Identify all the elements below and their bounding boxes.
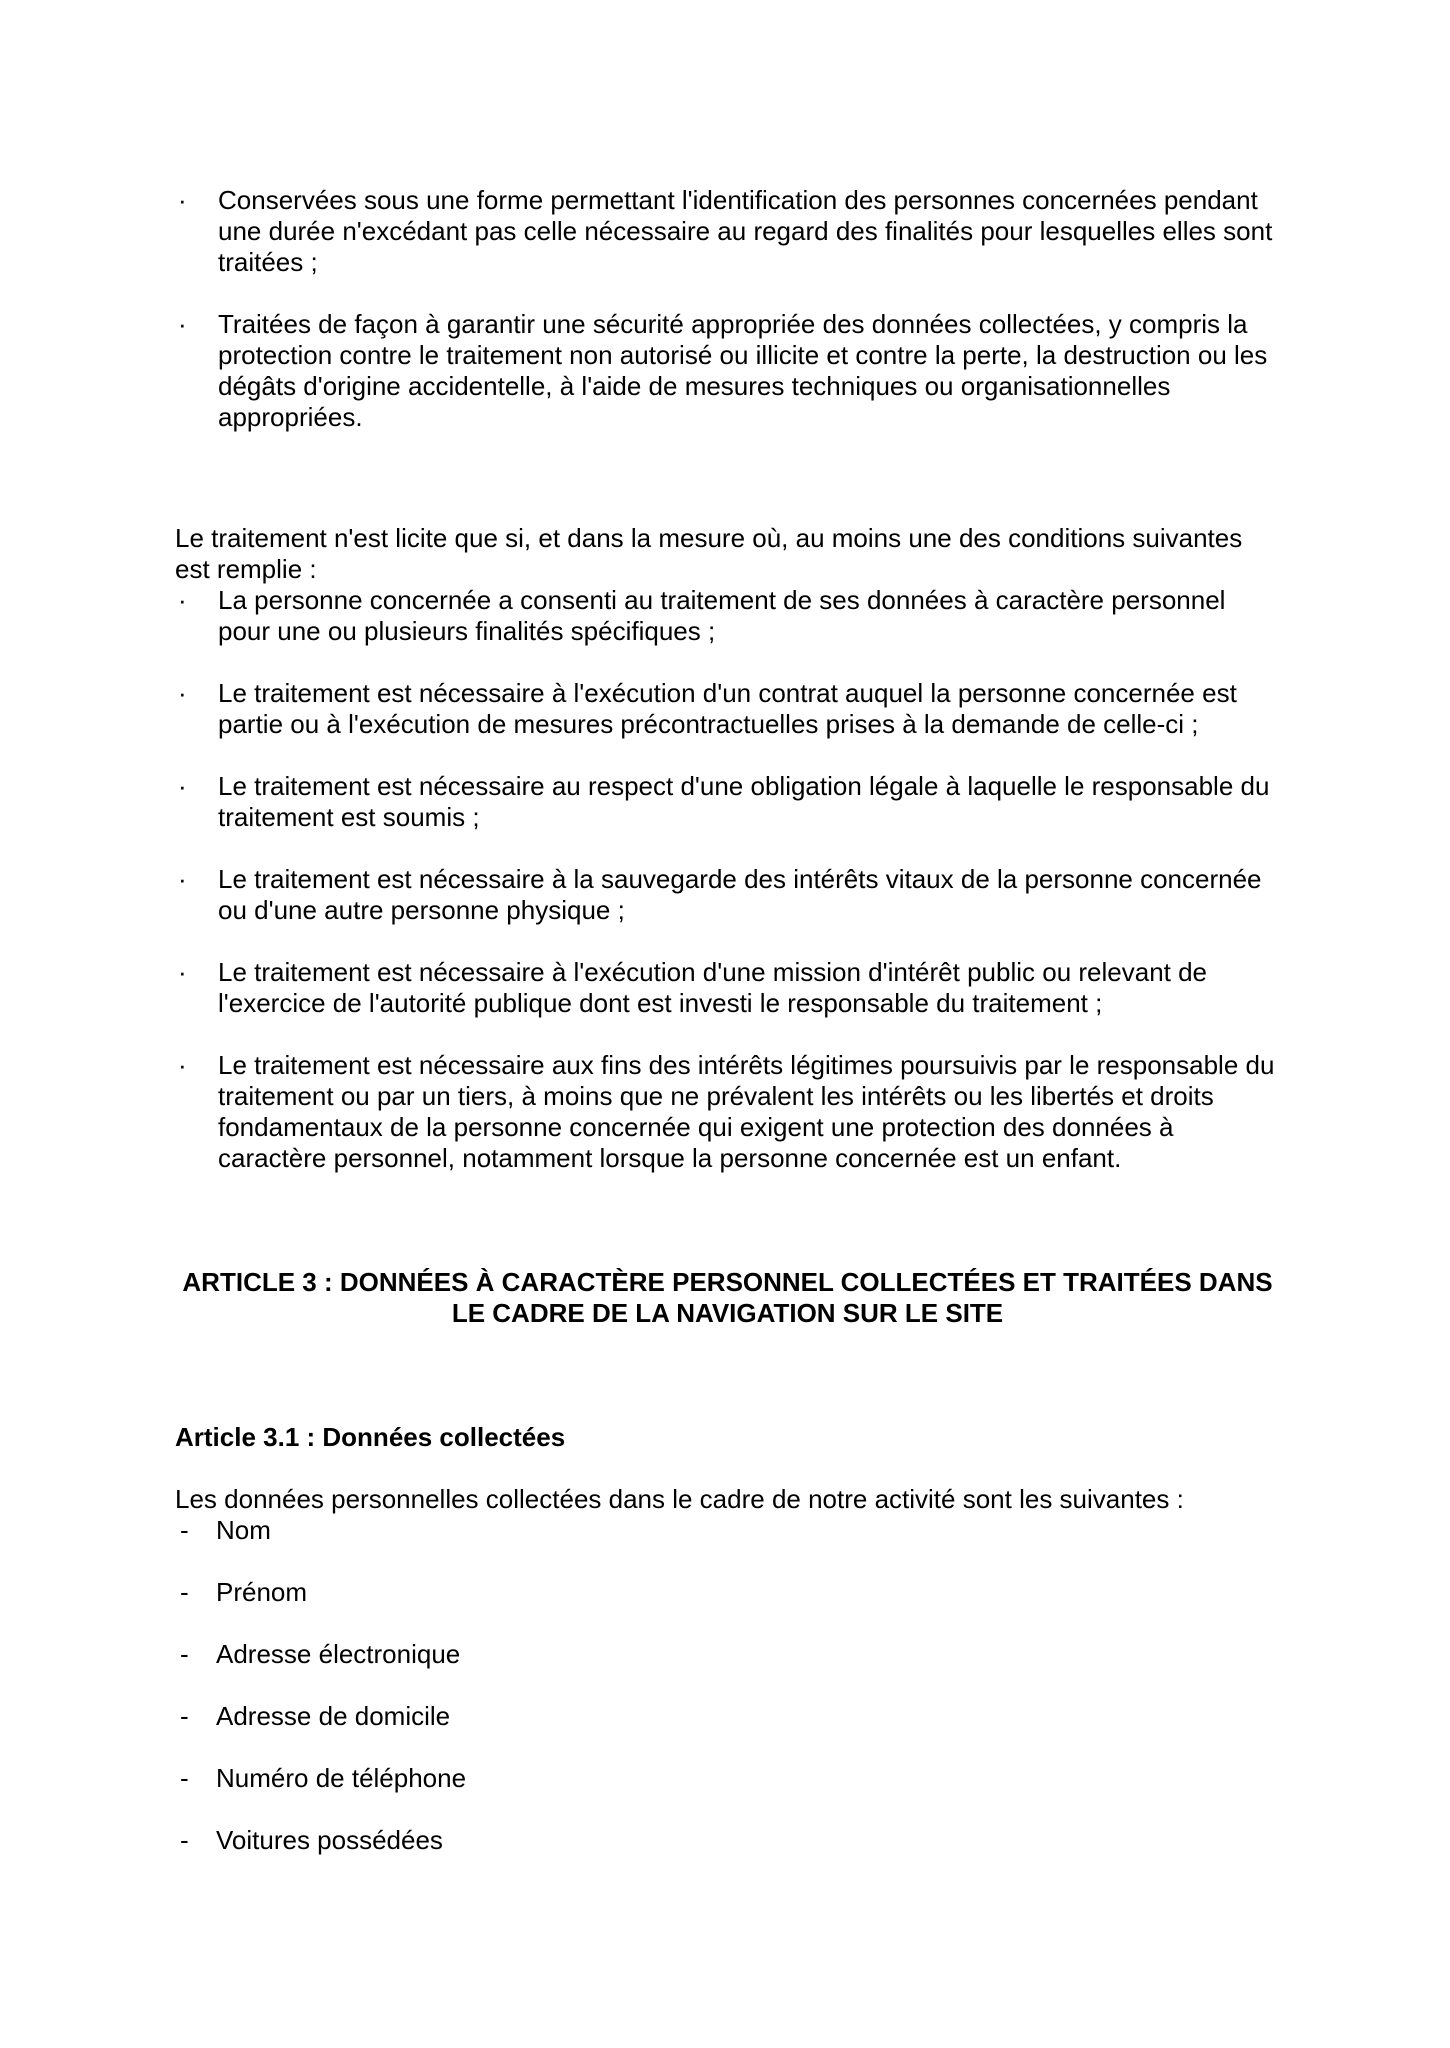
list-item-text: Nom bbox=[216, 1515, 271, 1545]
list-item-text: Le traitement est nécessaire à la sauvegarde des intérêts vitaux de la personne concernée ou d'une autre personne physique ; bbox=[218, 864, 1262, 925]
list-item bbox=[175, 1050, 1280, 1174]
list-item bbox=[175, 1763, 1280, 1794]
list-item-text: Le traitement est nécessaire à l'exécution d'une mission d'intérêt public ou relevant de l'exercice de l'autorité publique dont est investi le responsable du traitement ; bbox=[218, 957, 1208, 1018]
list-item bbox=[175, 1639, 1280, 1670]
dash-icon: - bbox=[180, 1577, 189, 1607]
dash-icon: - bbox=[180, 1639, 189, 1669]
list-item-text: Le traitement est nécessaire aux fins des intérêts légitimes poursuivis par le responsable du traitement ou par un tiers, à moins que ne prévalent les intérêts ou les libertés et droits fondamentaux de la personne concernée qui exigent une protection des données à caractère personnel, notamment lorsque la personne concernée est un enfant. bbox=[218, 1050, 1275, 1173]
dash-icon: - bbox=[180, 1701, 189, 1731]
list-item bbox=[175, 1515, 1280, 1546]
dash-icon: - bbox=[180, 1763, 189, 1793]
article-3-1-heading: Article 3.1 : Données collectées bbox=[175, 1422, 566, 1452]
list-item bbox=[175, 185, 1280, 278]
list-item-text: La personne concernée a consenti au traitement de ses données à caractère personnel pour une ou plusieurs finalités spécifiques ; bbox=[218, 585, 1226, 646]
bullet-icon: · bbox=[178, 864, 187, 894]
list-item-text: Voitures possédées bbox=[216, 1825, 443, 1855]
bullet-icon: · bbox=[178, 957, 187, 987]
list-item bbox=[175, 1701, 1280, 1732]
list-item-text: Adresse de domicile bbox=[216, 1701, 451, 1731]
bullet-icon: · bbox=[178, 1050, 187, 1080]
list-item bbox=[175, 957, 1280, 1019]
collected-data-list bbox=[175, 1515, 1280, 1856]
bullet-icon: · bbox=[178, 185, 187, 215]
licit-conditions-intro-paragraph: Le traitement n'est licite que si, et dans la mesure où, au moins une des conditions suivantes est remplie : bbox=[175, 523, 1243, 584]
list-item-text: Traitées de façon à garantir une sécurité appropriée des données collectées, y compris la protection contre le traitement non autorisé ou illicite et contre la perte, la destruction ou les dégâts d'origine accidentelle, à l'aide de mesures techniques ou organisationnelles appropriées. bbox=[218, 309, 1268, 432]
dash-icon: - bbox=[180, 1825, 189, 1855]
list-item bbox=[175, 1825, 1280, 1856]
list-item bbox=[175, 678, 1280, 740]
bullet-icon: · bbox=[178, 309, 187, 339]
dash-icon: - bbox=[180, 1515, 189, 1545]
list-item bbox=[175, 864, 1280, 926]
list-item bbox=[175, 585, 1280, 647]
list-item bbox=[175, 1577, 1280, 1608]
list-item-text: Prénom bbox=[216, 1577, 308, 1607]
list-item-text: Le traitement est nécessaire à l'exécution d'un contrat auquel la personne concernée est partie ou à l'exécution de mesures précontractuelles prises à la demande de celle-ci ; bbox=[218, 678, 1237, 739]
list-item bbox=[175, 771, 1280, 833]
bullet-icon: · bbox=[178, 678, 187, 708]
list-item-text: Le traitement est nécessaire au respect d'une obligation légale à laquelle le responsable du traitement est soumis ; bbox=[218, 771, 1270, 832]
data-principles-list bbox=[175, 185, 1280, 433]
list-item bbox=[175, 309, 1280, 433]
list-item-text: Numéro de téléphone bbox=[216, 1763, 467, 1793]
list-item-text: Adresse électronique bbox=[216, 1639, 461, 1669]
collected-data-intro-paragraph: Les données personnelles collectées dans le cadre de notre activité sont les suivantes : bbox=[175, 1484, 1184, 1514]
bullet-icon: · bbox=[178, 585, 187, 615]
article-3-heading: ARTICLE 3 : DONNÉES À CARACTÈRE PERSONNEL COLLECTÉES ET TRAITÉES DANS LE CADRE DE LA NAVIGATION SUR LE SITE bbox=[182, 1267, 1273, 1328]
licit-conditions-list bbox=[175, 585, 1280, 1174]
bullet-icon: · bbox=[178, 771, 187, 801]
list-item-text: Conservées sous une forme permettant l'identification des personnes concernées pendant une durée n'excédant pas celle nécessaire au regard des finalités pour lesquelles elles sont traitées ; bbox=[218, 185, 1273, 277]
